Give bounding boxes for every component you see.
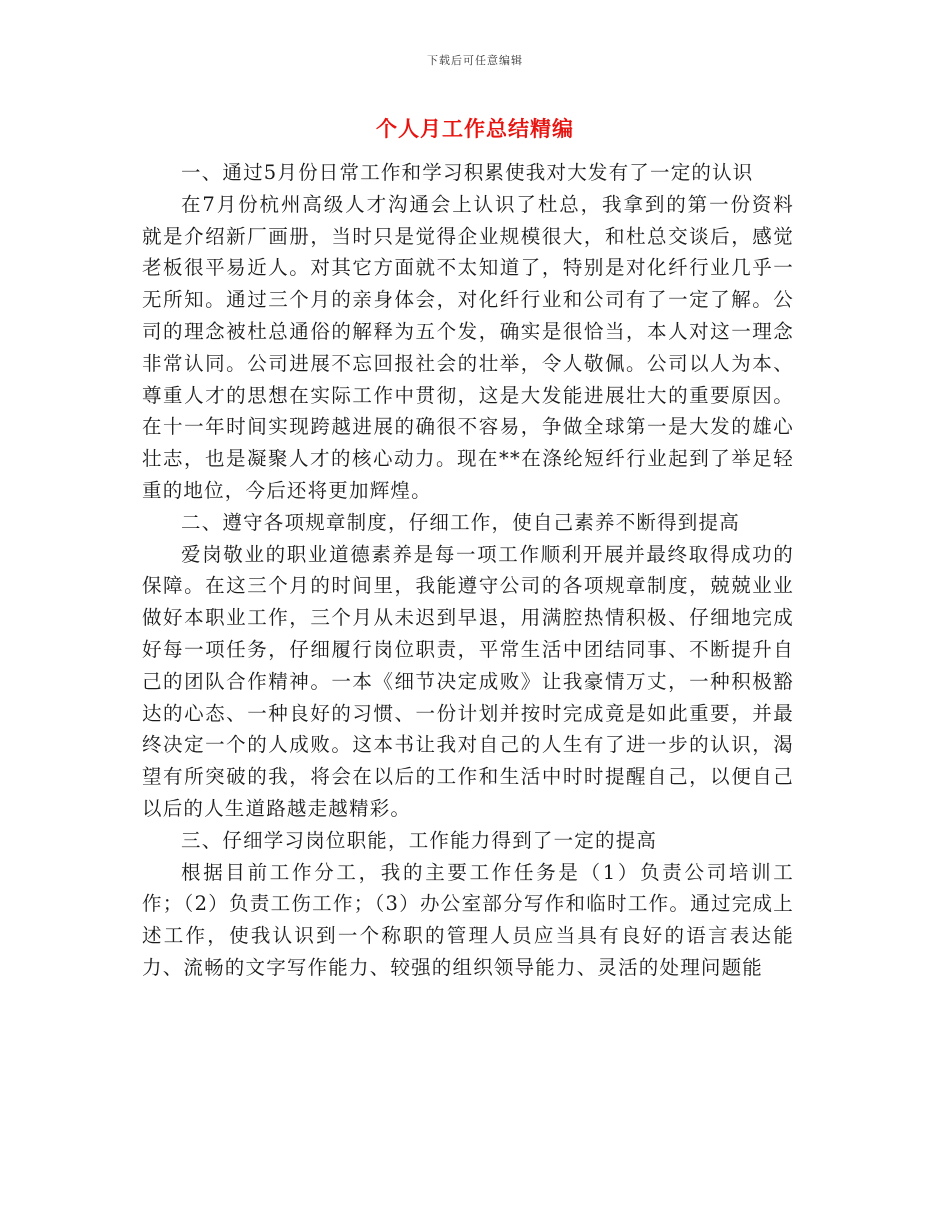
document-body bbox=[142, 157, 794, 984]
section-paragraph-2: 爱岗敬业的职业道德素养是每一项工作顺利开展并最终取得成功的保障。在这三个月的时间里，我能遵守公司的各项规章制度，兢兢业业做好本职业工作，三个月从未迟到早退，用满腔热情积极、仔细地完成好每一项任务，仔细履行岗位职责，平常生活中团结同事、不断提升自己的团队合作精神。一本《细节决定成败》让我豪情万丈，一种积极豁达的心态、一种良好的习惯、一份计划并按时完成竟是如此重要，并最终决定一个的人成败。这本书让我对自己的人生有了进一步的认识，渴望有所突破的我，将会在以后的工作和生活中时时提醒自己，以便自己以后的人生道路越走越精彩。 bbox=[142, 542, 794, 820]
document-title: 个人月工作总结精编 bbox=[376, 116, 574, 141]
header-note: 下载后可任意编辑 bbox=[427, 54, 523, 67]
section-paragraph-3: 根据目前工作分工，我的主要工作任务是（1）负责公司培训工作；（2）负责工伤工作；（3）办公室部分写作和临时工作。通过完成上述工作，使我认识到一个称职的管理人员应当具有良好的语言表达能力、流畅的文字写作能力、较强的组织领导能力、灵活的处理问题能 bbox=[142, 860, 794, 979]
section-heading-3: 三、仔细学习岗位职能，工作能力得到了一定的提高 bbox=[181, 828, 658, 852]
section-paragraph-1: 在7月份杭州高级人才沟通会上认识了杜总，我拿到的第一份资料就是介绍新厂画册，当时只是觉得企业规模很大，和杜总交谈后，感觉老板很平易近人。对其它方面就不太知道了，特别是对化纤行业几乎一无所知。通过三个月的亲身体会，对化纤行业和公司有了一定了解。公司的理念被杜总通俗的解释为五个发，确实是很恰当，本人对这一理念非常认同。公司进展不忘回报社会的壮举，令人敬佩。公司以人为本、尊重人才的思想在实际工作中贯彻，这是大发能进展壮大的重要原因。在十一年时间实现跨越进展的确很不容易，争做全球第一是大发的雄心壮志，也是凝聚人才的核心动力。现在**在涤纶短纤行业起到了举足轻重的地位，今后还将更加辉煌。 bbox=[142, 192, 794, 502]
section-heading-1: 一、通过5月份日常工作和学习积累使我对大发有了一定的认识 bbox=[181, 161, 754, 184]
section-heading-2: 二、遵守各项规章制度，仔细工作，使自己素养不断得到提高 bbox=[181, 510, 740, 534]
